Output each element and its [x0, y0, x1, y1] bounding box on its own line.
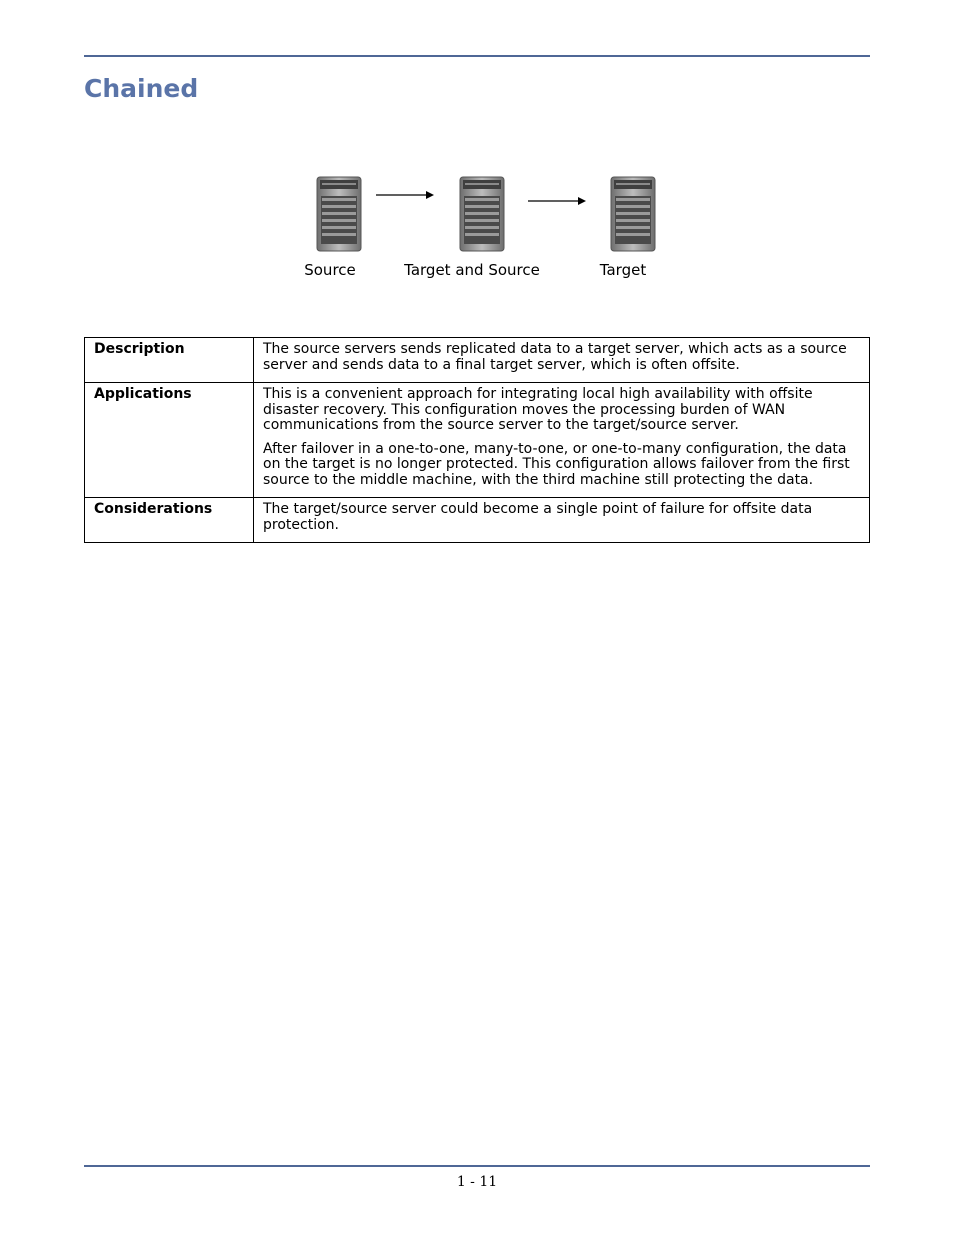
chained-info-table	[84, 337, 870, 543]
row-body	[254, 383, 870, 498]
row-paragraph: After failover in a one-to-one, many-to-one, or one-to-many configuration, the data on the target is no longer protected. This configuration allows failover from the first source to the middle machine, with the third machine still protecting the data.	[263, 440, 850, 488]
page-number: 1 - 11	[456, 1174, 498, 1190]
target-and-source-server-icon	[459, 176, 505, 252]
target-server-icon	[610, 176, 656, 252]
row-body	[254, 498, 870, 543]
row-paragraph: The source servers sends replicated data to a target server, which acts as a source server and sends data to a final target server, which is often offsite.	[263, 341, 847, 373]
row-heading: Applications	[85, 383, 254, 498]
table-row-description	[85, 338, 870, 383]
target-and-source-label: Target and Source	[404, 261, 540, 279]
header-rule	[84, 55, 870, 57]
target-label: Target	[599, 261, 647, 279]
row-paragraph: The target/source server could become a single point of failure for offsite data protection.	[263, 501, 813, 533]
table-row-applications	[85, 383, 870, 498]
row-heading: Description	[85, 338, 254, 383]
source-label: Source	[304, 261, 356, 279]
footer-rule	[84, 1165, 870, 1167]
page-title: Chained	[84, 74, 199, 103]
arrow-middle-to-target	[528, 195, 586, 207]
arrow-source-to-middle	[376, 189, 434, 201]
row-body	[254, 338, 870, 383]
row-paragraph: This is a convenient approach for integrating local high availability with offsite disaster recovery. This configuration moves the processing burden of WAN communications from the source server to the target/source server.	[263, 386, 813, 433]
table-row-considerations	[85, 498, 870, 543]
source-server-icon	[316, 176, 362, 252]
row-heading: Considerations	[85, 498, 254, 543]
